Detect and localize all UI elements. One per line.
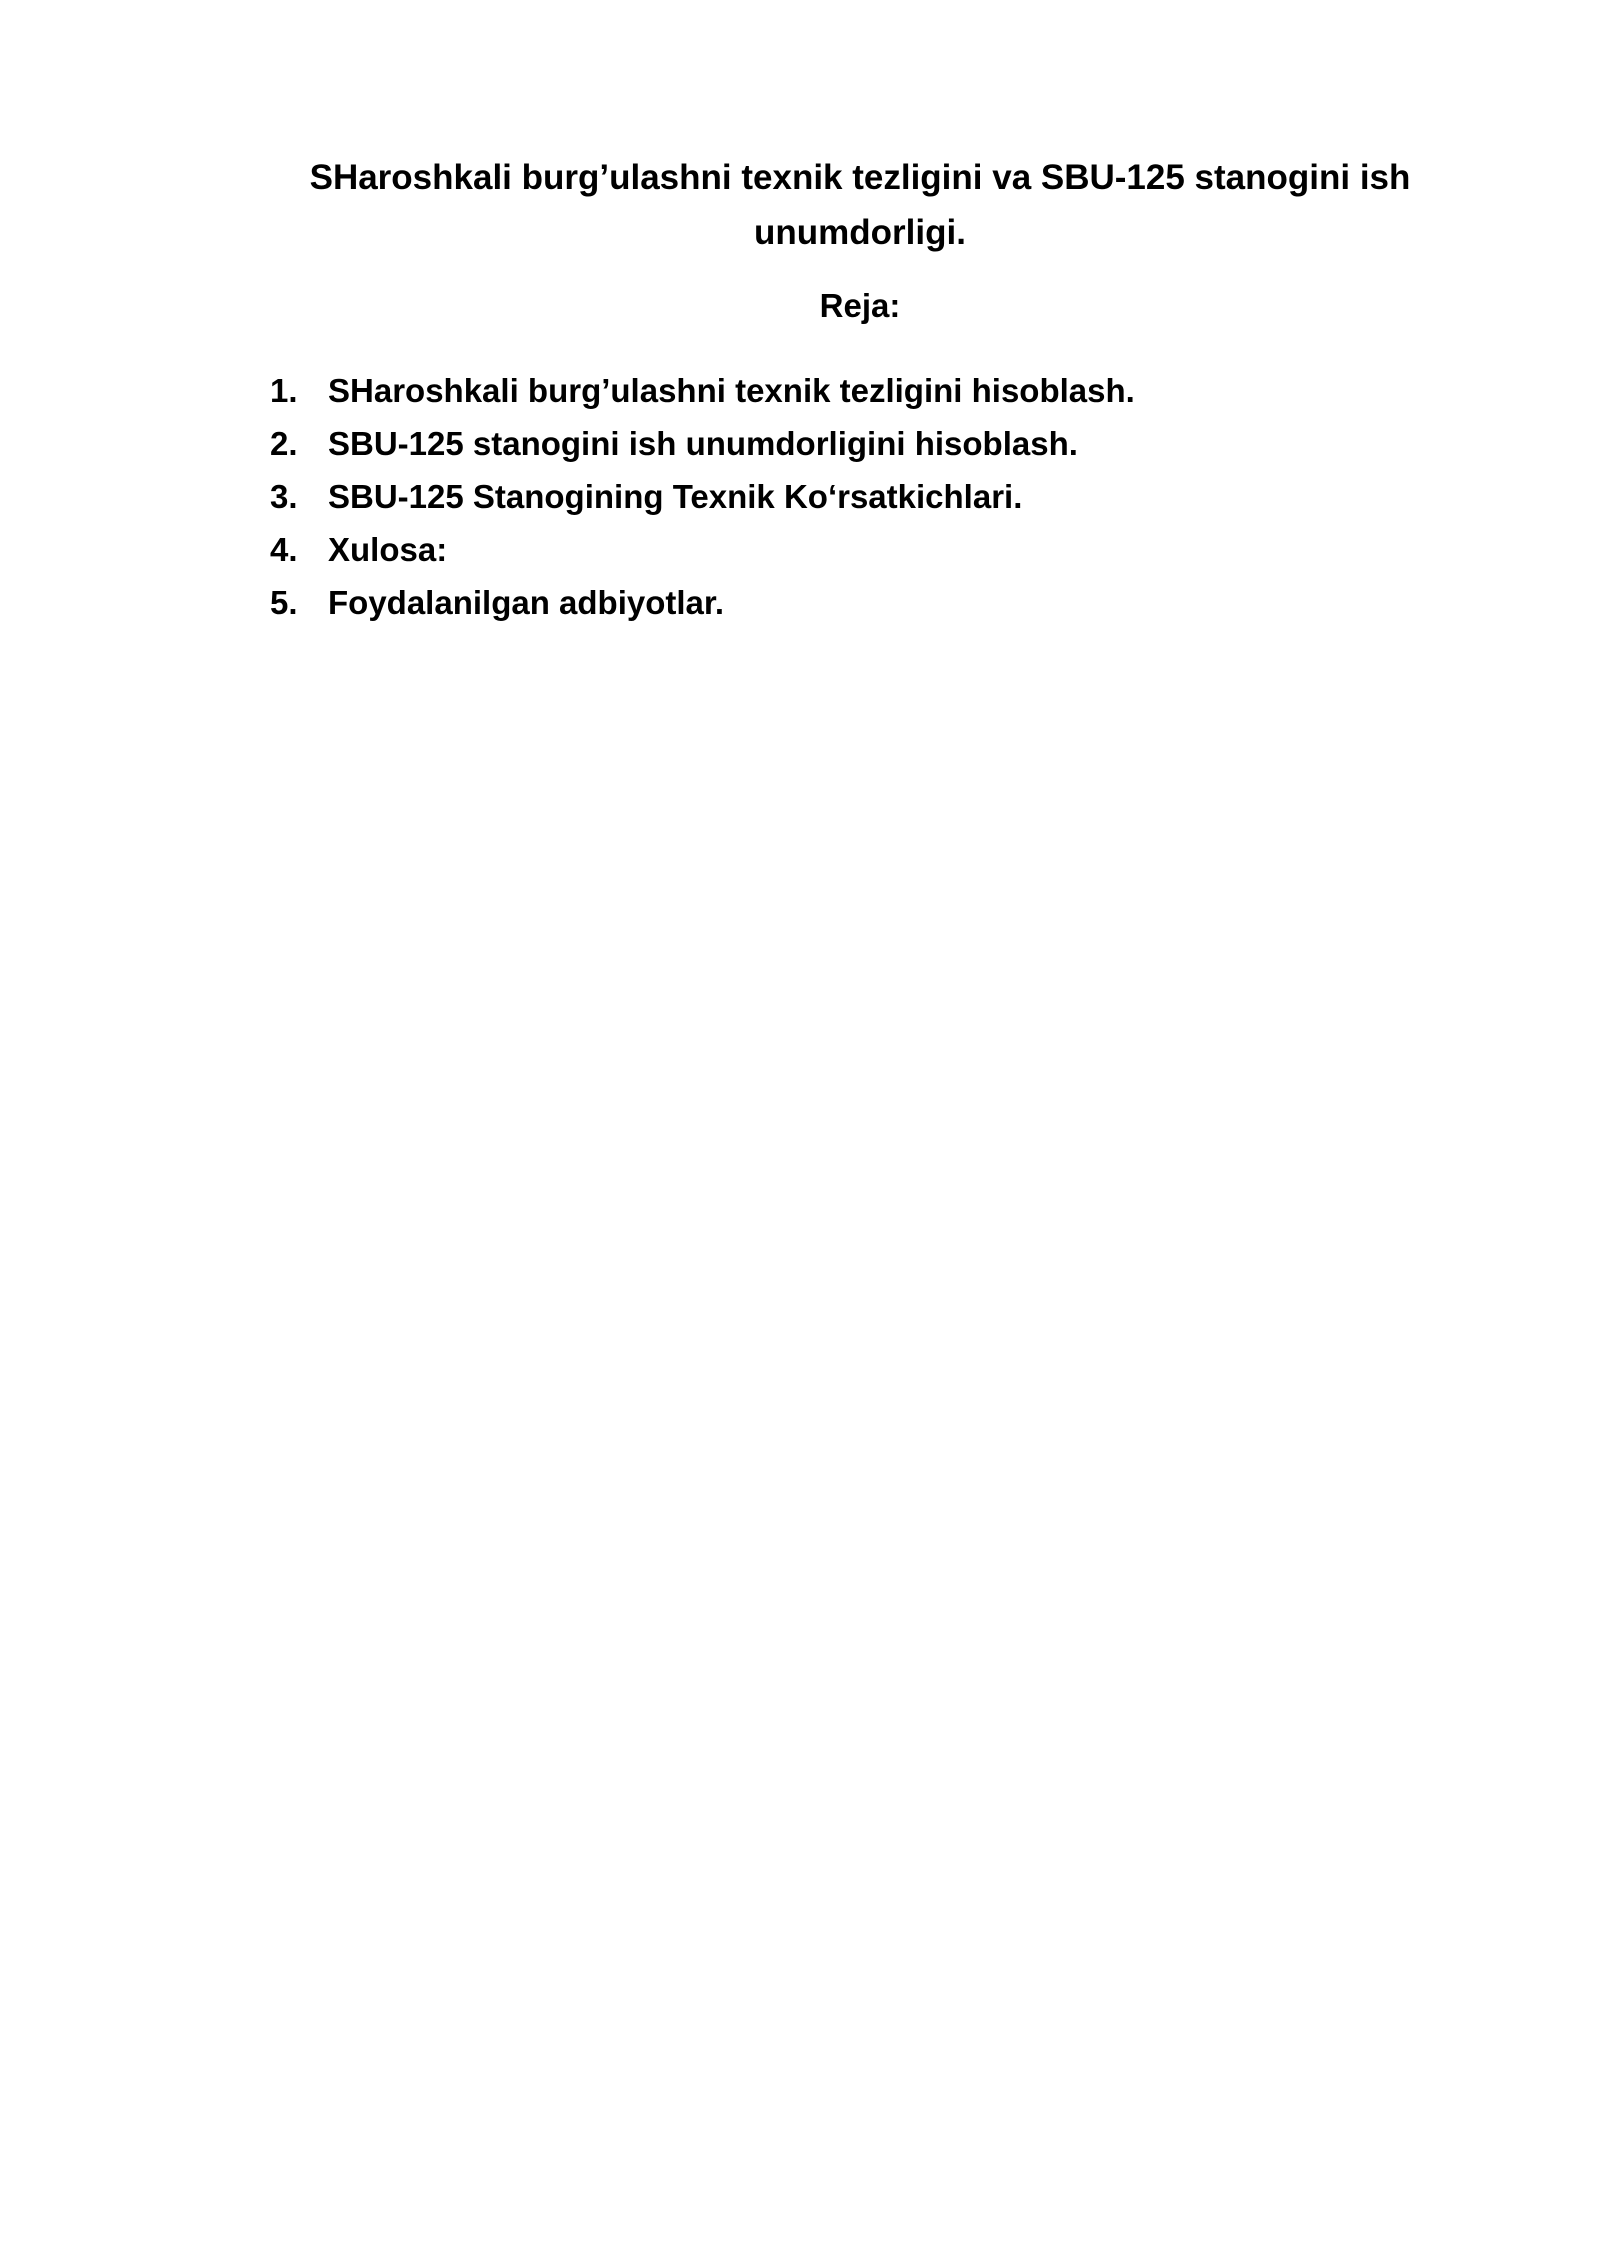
plan-item-text: SHaroshkali burg’ulashni texnik tezligini hisoblash. [328,372,1135,409]
plan-item [270,470,1420,523]
plan-item-number: 4. [270,531,298,568]
plan-item-text: SBU-125 stanogini ish unumdorligini hisoblash. [328,425,1078,462]
plan-item [270,417,1420,470]
plan-heading: Reja: [819,287,901,324]
plan-list [270,364,1420,629]
document-title: SHaroshkali burg’ulashni texnik tezligini va SBU-125 stanogini ish unumdorligi. [309,158,1411,252]
plan-item-text: Foydalanilgan adbiyotlar. [328,584,725,621]
plan-item-text: SBU-125 Stanogining Texnik Koʻrsatkichlari. [328,478,1023,515]
plan-item-number: 1. [270,372,298,409]
plan-item [270,523,1420,576]
plan-item [270,576,1420,629]
plan-item-number: 2. [270,425,298,462]
plan-item-number: 5. [270,584,298,621]
plan-item-number: 3. [270,478,298,515]
plan-item [270,364,1420,417]
plan-item-text: Xulosa: [328,531,448,568]
